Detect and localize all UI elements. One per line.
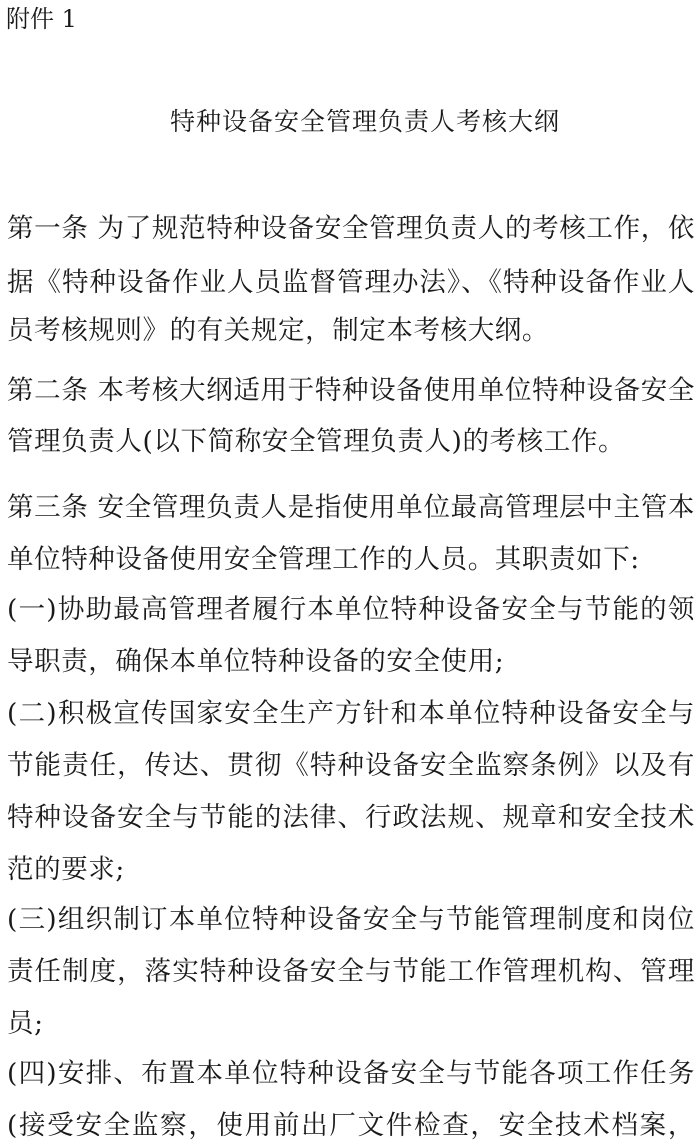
paragraph-line: 据《特种设备作业人员监督管理办法》、《特种设备作业人 [7,267,695,298]
paragraph-line: (一)协助最高管理者履行本单位特种设备安全与节能的领 [7,594,695,625]
paragraph-line: 第二条 本考核大纲适用于特种设备使用单位特种设备安全 [7,375,695,406]
paragraph-line: 第一条 为了规范特种设备安全管理负责人的考核工作，依 [7,213,695,244]
attachment-label: 附件 1 [6,5,77,33]
paragraph-line: (四)安排、布置本单位特种设备安全与节能各项工作任务 [7,1058,695,1089]
paragraph-line: 范的要求; [7,854,125,885]
paragraph-line: 第三条 安全管理负责人是指使用单位最高管理层中主管本 [7,492,695,523]
paragraph-line: 导职责，确保本单位特种设备的安全使用; [7,646,505,677]
document-title: 特种设备安全管理负责人考核大纲 [169,107,560,136]
paragraph-line: 责任制度，落实特种设备安全与节能工作管理机构、管理 [7,956,695,987]
paragraph-line: (接受安全监察，使用前出厂文件检查，安全技术档案， [7,1110,695,1141]
paragraph-line: 特种设备安全与节能的法律、行政法规、规章和安全技术 [7,802,695,833]
paragraph-line: 管理负责人(以下简称安全管理负责人)的考核工作。 [7,426,626,457]
paragraph-line: 节能责任，传达、贯彻《特种设备安全监察条例》以及有 [7,750,695,781]
paragraph-line: 员考核规则》的有关规定，制定本考核大纲。 [7,315,549,346]
paragraph-line: 员; [7,1008,44,1039]
paragraph-line: (二)积极宣传国家安全生产方针和本单位特种设备安全与 [7,698,695,729]
paragraph-line: 单位特种设备使用安全管理工作的人员。其职责如下: [7,544,640,575]
paragraph-line: (三)组织制订本单位特种设备安全与节能管理制度和岗位 [7,904,695,935]
